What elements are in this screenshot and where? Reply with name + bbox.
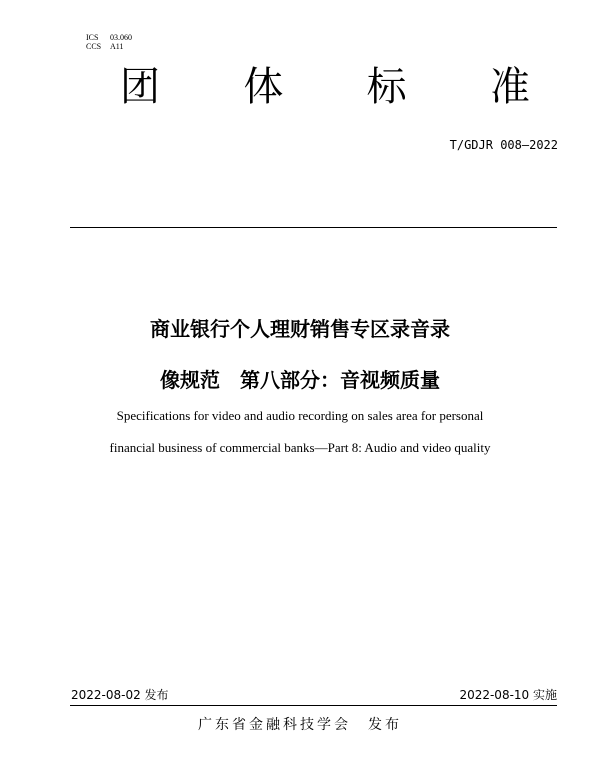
standard-number: T/GDJR 008—2022 — [449, 138, 558, 152]
classification-codes — [86, 33, 132, 51]
doc-type-char: 团 — [120, 64, 160, 110]
doc-type-char: 体 — [243, 64, 284, 110]
document-type-heading — [120, 62, 530, 112]
bottom-divider — [70, 705, 557, 706]
doc-type-char: 标 — [366, 64, 407, 110]
title-en-line2: financial business of commercial banks—Part 8: Audio and video quality — [109, 440, 491, 455]
doc-type-char: 准 — [489, 64, 530, 110]
ics-code: 03.060 — [110, 33, 132, 42]
ics-label: ICS — [86, 33, 99, 42]
ccs-code: A11 — [110, 42, 124, 51]
title-cn-line1: 商业银行个人理财销售专区录音录 — [150, 317, 450, 341]
top-divider — [70, 227, 557, 228]
implementation-date: 2022-08-10 实施 — [459, 688, 557, 702]
ccs-row — [86, 42, 132, 51]
ccs-label: CCS — [86, 42, 102, 51]
issue-date: 2022-08-02 发布 — [71, 688, 169, 702]
title-cn-line2: 像规范 第八部分：音视频质量 — [160, 368, 440, 392]
title-en-line1: Specifications for video and audio recording on sales area for personal — [116, 408, 484, 423]
publisher: 广东省金融科技学会 发布 — [198, 717, 402, 733]
ics-row — [86, 33, 132, 42]
